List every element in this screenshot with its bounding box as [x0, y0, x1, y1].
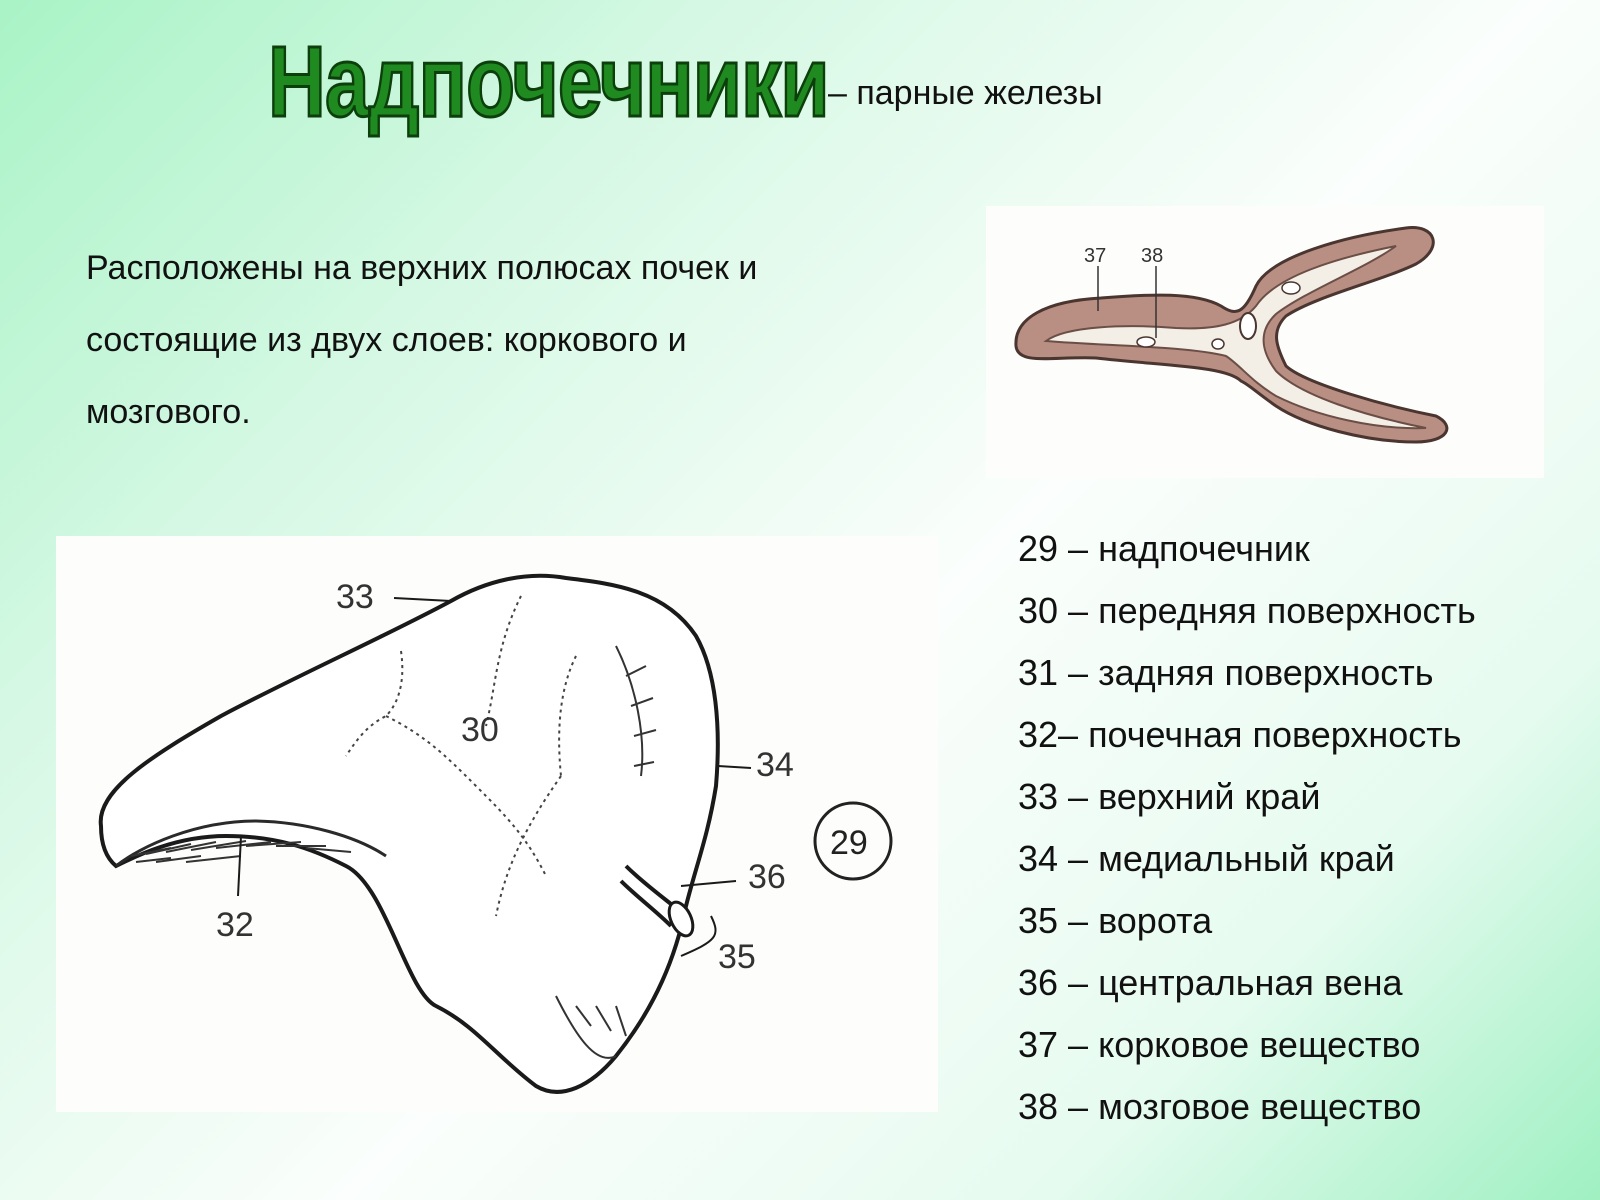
legend-item: 29 – надпочечник [1018, 528, 1310, 569]
vessel-lumen [1137, 337, 1155, 347]
legend-item: 30 – передняя поверхность [1018, 590, 1476, 631]
label-33: 33 [336, 578, 374, 616]
intro-line: Расположены на верхних полюсах почек и [86, 249, 758, 287]
legend-item: 35 – ворота [1018, 900, 1213, 941]
label-34: 34 [756, 746, 794, 784]
label-36: 36 [748, 858, 786, 896]
legend-item: 31 – задняя поверхность [1018, 652, 1434, 693]
label-29: 29 [830, 824, 868, 862]
label-37: 37 [1084, 245, 1107, 267]
gland-drawing [56, 536, 938, 1112]
gland-outline [101, 576, 718, 1092]
leader-line [394, 598, 451, 601]
intro-line: состоящие из двух слоев: коркового и [86, 321, 687, 359]
legend-item: 38 – мозговое вещество [1018, 1086, 1422, 1127]
label-30: 30 [461, 711, 499, 749]
section-figure [986, 206, 1544, 478]
vessel-lumen [1212, 339, 1224, 349]
legend-item: 33 – верхний край [1018, 776, 1321, 817]
page-title: Надпочечники [268, 26, 829, 138]
leader-line [718, 766, 751, 768]
vessel-lumen [1282, 282, 1300, 294]
legend-item: 34 – медиальный край [1018, 838, 1395, 879]
legend-item: 32– почечная поверхность [1018, 714, 1462, 755]
label-38: 38 [1141, 245, 1164, 267]
section-drawing [986, 206, 1544, 478]
intro-line: мозгового. [86, 393, 251, 431]
vessel-lumen [1240, 313, 1256, 339]
gland-figure [56, 536, 938, 1112]
page-subtitle: – парные железы [828, 74, 1103, 112]
intro-text [86, 232, 906, 448]
legend-item: 37 – корковое вещество [1018, 1024, 1421, 1065]
legend-list [1018, 518, 1476, 1138]
label-32: 32 [216, 906, 254, 944]
label-35: 35 [718, 938, 756, 976]
legend-item: 36 – центральная вена [1018, 962, 1403, 1003]
